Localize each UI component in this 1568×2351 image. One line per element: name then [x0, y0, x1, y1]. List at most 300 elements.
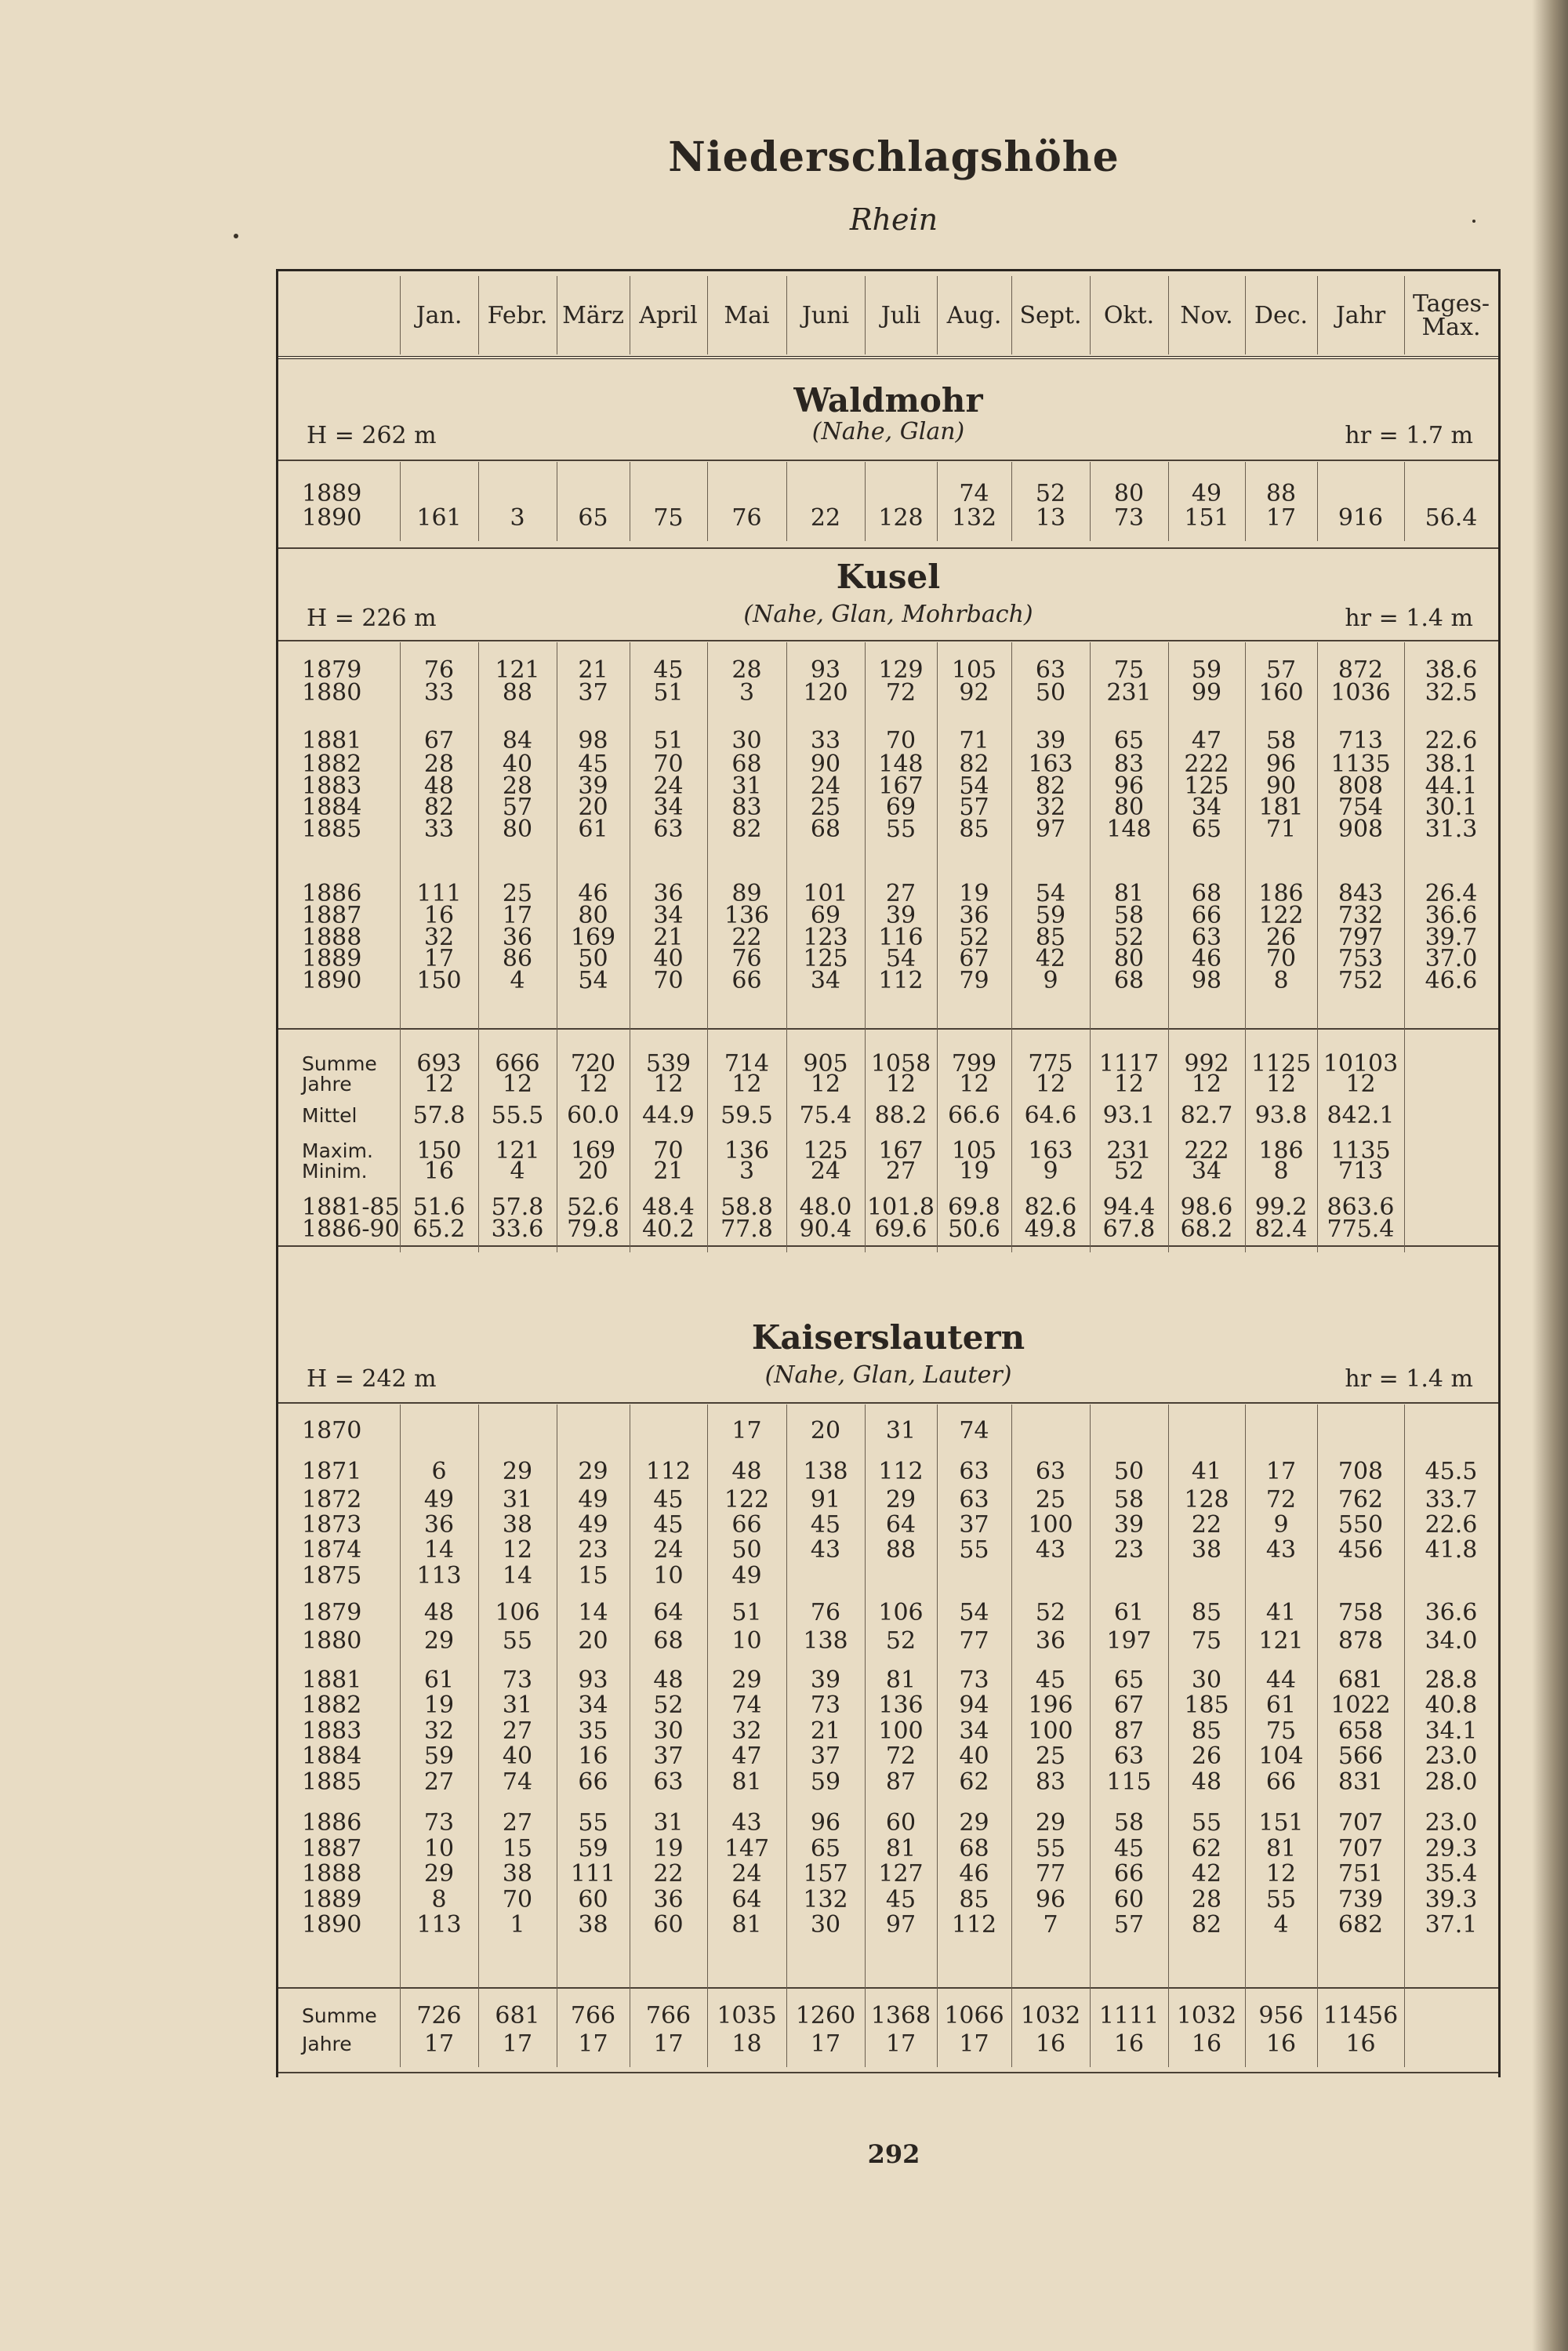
table-cell: 75 [1265, 1717, 1297, 1745]
table-cell: 29 [959, 1809, 989, 1837]
table-cell: 27 [502, 1809, 533, 1837]
table-cell: 122 [724, 1486, 770, 1513]
table-cell: 22 [810, 504, 841, 532]
table-cell: 43 [1035, 1536, 1066, 1564]
column-rule [1168, 1404, 1169, 1987]
table-cell: 66 [578, 1768, 608, 1796]
table-cell: 82.6 [1024, 1194, 1077, 1221]
table-cell: 3 [739, 1157, 755, 1185]
column-rule [1404, 462, 1405, 541]
table-cell: 82.4 [1254, 1215, 1308, 1243]
table-cell: 33 [810, 727, 841, 754]
table-cell: 64 [885, 1511, 916, 1539]
row-label: 1888 [302, 924, 362, 951]
table-cell: 17 [885, 2030, 916, 2058]
row-label: 1887 [302, 1835, 362, 1862]
table-cell: 94 [959, 1691, 989, 1719]
column-rule [1404, 642, 1405, 1028]
table-cell: 128 [1184, 1486, 1229, 1513]
row-label: Minim. [302, 1160, 368, 1183]
table-cell: 49 [731, 1562, 762, 1590]
table-cell: 83 [1113, 750, 1145, 778]
table-cell: 151 [1184, 504, 1229, 532]
table-cell: 151 [1258, 1809, 1304, 1837]
table-cell: 8 [1273, 967, 1289, 994]
table-cell: 65 [810, 1835, 841, 1862]
table-cell: 74 [959, 480, 989, 507]
table-cell: 714 [724, 1050, 770, 1077]
table-cell: 80 [578, 902, 608, 929]
table-cell: 93.8 [1254, 1102, 1308, 1129]
table-cell: 112 [878, 1458, 924, 1485]
table-cell: 36 [653, 880, 684, 907]
table-cell: 79 [959, 967, 989, 994]
table-cell: 72 [885, 1742, 916, 1770]
table-cell: 125 [803, 1137, 848, 1165]
table-cell: 101.8 [867, 1194, 935, 1221]
table-cell: 64.6 [1024, 1102, 1077, 1129]
column-rule [865, 1404, 866, 1987]
table-cell: 111 [570, 1860, 616, 1888]
row-label: 1870 [302, 1417, 362, 1444]
table-cell: 167 [878, 1137, 924, 1165]
table-cell: 36 [1035, 1627, 1066, 1655]
table-cell: 59 [578, 1835, 608, 1862]
table-cell: 181 [1258, 794, 1304, 821]
table-cell: 88 [502, 679, 533, 707]
table-cell: 49.8 [1024, 1215, 1077, 1243]
table-cell: 222 [1184, 1137, 1229, 1165]
table-cell: 38 [1191, 1536, 1222, 1564]
table-cell: 65 [1113, 727, 1145, 754]
table-cell: 30 [731, 727, 762, 754]
table-cell: 52 [1113, 1157, 1145, 1185]
table-cell: 31.3 [1425, 816, 1478, 843]
table-cell: 85 [1035, 924, 1066, 951]
table-cell: 12 [885, 1070, 916, 1098]
row-label: 1882 [302, 1691, 362, 1719]
column-rule [478, 1987, 479, 2067]
table-cell: 132 [951, 504, 997, 532]
table-cell: 112 [951, 1911, 997, 1939]
table-cell: 82 [1035, 772, 1066, 800]
column-rule [865, 276, 866, 354]
column-rule [1090, 1028, 1091, 1252]
table-cell: 658 [1338, 1717, 1384, 1745]
table-cell: 42 [1191, 1860, 1222, 1888]
table-cell: 55 [502, 1627, 533, 1655]
table-cell: 39 [810, 1666, 841, 1694]
table-cell: 73 [1113, 504, 1145, 532]
table-cell: 157 [803, 1860, 848, 1888]
table-cell: 30 [1191, 1666, 1222, 1694]
column-rule [400, 1404, 401, 1987]
table-cell: 34 [810, 967, 841, 994]
table-cell: 29 [885, 1486, 916, 1513]
table-cell: 112 [878, 967, 924, 994]
table-cell: 39 [885, 902, 916, 929]
table-cell: 231 [1106, 1137, 1152, 1165]
table-row [278, 815, 1498, 845]
table-cell: 88 [1265, 480, 1297, 507]
table-cell: 456 [1338, 1536, 1384, 1564]
table-row [278, 678, 1498, 708]
table-cell: 77.8 [720, 1215, 773, 1243]
table-cell: 44.9 [642, 1102, 695, 1129]
table-cell: 15 [502, 1835, 533, 1862]
table-cell: 12 [1265, 1860, 1297, 1888]
table-cell: 60 [578, 1886, 608, 1913]
table-cell: 72 [885, 679, 916, 707]
table-cell: 666 [495, 1050, 540, 1077]
table-cell: 66.6 [948, 1102, 1000, 1129]
table-cell: 101 [803, 880, 848, 907]
table-cell: 766 [570, 2002, 616, 2029]
station-gauge-height: hr = 1.7 m [1345, 422, 1473, 449]
table-cell: 20 [578, 794, 608, 821]
table-cell: 46 [578, 880, 608, 907]
table-cell: 68 [810, 816, 841, 843]
table-cell: 82 [423, 794, 455, 821]
table-cell: 29 [1035, 1809, 1066, 1837]
table-cell: 24 [653, 772, 684, 800]
table-cell: 100 [1028, 1511, 1073, 1539]
column-rule [1404, 276, 1405, 354]
table-cell: 34 [1191, 794, 1222, 821]
row-label: 1890 [302, 504, 362, 532]
table-cell: 61 [423, 1666, 455, 1694]
table-cell: 128 [878, 504, 924, 532]
table-cell: 93.1 [1102, 1102, 1156, 1129]
table-cell: 75 [1113, 656, 1145, 684]
table-cell: 80 [1113, 945, 1145, 972]
table-cell: 34 [653, 902, 684, 929]
table-cell: 52.6 [567, 1194, 619, 1221]
column-rule [1317, 462, 1318, 541]
column-header: Sept. [1019, 302, 1082, 329]
table-cell: 566 [1338, 1742, 1384, 1770]
column-rule [400, 276, 401, 354]
table-cell: 27 [885, 1157, 916, 1185]
table-cell: 28 [423, 750, 455, 778]
table-cell: 70 [885, 727, 916, 754]
table-cell: 31 [502, 1691, 533, 1719]
table-cell: 55 [1191, 1809, 1222, 1837]
table-cell: 22 [1191, 1511, 1222, 1539]
table-cell: 80 [502, 816, 533, 843]
table-cell: 80 [1113, 794, 1145, 821]
table-cell: 83 [731, 794, 762, 821]
table-cell: 24 [653, 1536, 684, 1564]
table-cell: 61 [578, 816, 608, 843]
table-cell: 19 [423, 1691, 455, 1719]
table-cell: 30.1 [1425, 794, 1478, 821]
column-rule [865, 1028, 866, 1252]
table-cell: 21 [653, 1157, 684, 1185]
table-cell: 27 [423, 1768, 455, 1796]
table-cell: 14 [502, 1562, 533, 1590]
table-cell: 76 [731, 504, 762, 532]
table-cell: 70 [653, 750, 684, 778]
table-cell: 1066 [944, 2002, 1004, 2029]
column-header: März [562, 302, 624, 329]
table-cell: 17 [423, 2030, 455, 2058]
table-cell: 35.4 [1425, 1860, 1478, 1888]
table-cell: 90 [810, 750, 841, 778]
table-cell: 59.5 [720, 1102, 773, 1129]
table-cell: 39 [578, 772, 608, 800]
column-header: Juli [880, 302, 921, 329]
table-cell: 64 [653, 1599, 684, 1626]
table-cell: 92 [959, 679, 989, 707]
table-cell: 81 [885, 1835, 916, 1862]
table-cell: 67.8 [1102, 1215, 1156, 1243]
table-cell: 88.2 [874, 1102, 927, 1129]
table-cell: 843 [1338, 880, 1384, 907]
table-cell: 27 [502, 1717, 533, 1745]
column-rule [1090, 642, 1091, 1028]
table-cell: 63 [959, 1486, 989, 1513]
table-cell: 9 [1043, 967, 1058, 994]
table-row [278, 1910, 1498, 1940]
column-rule [786, 642, 787, 1028]
table-cell: 77 [959, 1627, 989, 1655]
table-cell: 17 [1265, 504, 1297, 532]
station-elevation: H = 226 m [307, 605, 437, 632]
column-rule [937, 1987, 938, 2067]
station-rule [278, 640, 1498, 641]
column-rule [1245, 1028, 1246, 1252]
table-cell: 70 [653, 967, 684, 994]
table-row [278, 1416, 1498, 1446]
summary-row [278, 1215, 1498, 1245]
table-cell: 1035 [717, 2002, 777, 2029]
table-cell: 58 [1113, 1809, 1145, 1837]
table-cell: 36 [423, 1511, 455, 1539]
table-cell: 127 [878, 1860, 924, 1888]
row-label: 1875 [302, 1562, 362, 1590]
column-rule [1168, 276, 1169, 354]
table-cell: 106 [495, 1599, 540, 1626]
summary-row [278, 2029, 1498, 2059]
table-cell: 90 [1265, 772, 1297, 800]
table-cell: 60 [885, 1809, 916, 1837]
table-cell: 23 [1113, 1536, 1145, 1564]
table-cell: 775 [1028, 1050, 1073, 1077]
table-cell: 40 [653, 945, 684, 972]
table-cell: 19 [959, 880, 989, 907]
table-cell: 40 [502, 1742, 533, 1770]
table-cell: 125 [803, 945, 848, 972]
table-cell: 68 [1113, 967, 1145, 994]
table-cell: 148 [1106, 816, 1152, 843]
table-cell: 18 [731, 2030, 762, 2058]
table-cell: 15 [578, 1562, 608, 1590]
table-cell: 61 [1265, 1691, 1297, 1719]
table-cell: 905 [803, 1050, 848, 1077]
column-header: Nov. [1180, 302, 1233, 329]
table-cell: 70 [653, 1137, 684, 1165]
row-label: 1890 [302, 967, 362, 994]
table-cell: 31 [653, 1809, 684, 1837]
table-cell: 160 [1258, 679, 1304, 707]
table-cell: 55 [959, 1536, 989, 1564]
table-cell: 76 [731, 945, 762, 972]
table-cell: 123 [803, 924, 848, 951]
station-elevation: H = 262 m [307, 422, 437, 449]
table-cell: 85 [959, 1886, 989, 1913]
summary-row [278, 1070, 1498, 1099]
table-cell: 9 [1043, 1157, 1058, 1185]
table-cell: 55 [1035, 1835, 1066, 1862]
table-cell: 33 [423, 816, 455, 843]
table-cell: 196 [1028, 1691, 1073, 1719]
table-cell: 22 [731, 924, 762, 951]
table-cell: 73 [959, 1666, 989, 1694]
table-cell: 10 [653, 1562, 684, 1590]
table-cell: 99.2 [1254, 1194, 1308, 1221]
column-rule [1245, 276, 1246, 354]
row-label: 1885 [302, 1768, 362, 1796]
table-cell: 4 [1273, 1911, 1289, 1939]
summary-rule [278, 1028, 1498, 1030]
table-cell: 63 [959, 1458, 989, 1485]
table-row [278, 1768, 1498, 1797]
table-cell: 27 [885, 880, 916, 907]
table-cell: 54 [885, 945, 916, 972]
table-cell: 713 [1338, 1157, 1384, 1185]
table-cell: 707 [1338, 1835, 1384, 1862]
column-rule [400, 642, 401, 1028]
table-cell: 24 [731, 1860, 762, 1888]
table-cell: 37 [578, 679, 608, 707]
table-cell: 111 [416, 880, 462, 907]
table-cell: 45 [885, 1886, 916, 1913]
table-cell: 81 [731, 1768, 762, 1796]
table-cell: 34.1 [1425, 1717, 1478, 1745]
table-cell: 36 [502, 924, 533, 951]
table-cell: 30 [810, 1911, 841, 1939]
column-header: April [639, 302, 698, 329]
table-cell: 116 [878, 924, 924, 951]
table-cell: 68 [731, 750, 762, 778]
table-cell: 74 [731, 1691, 762, 1719]
row-label: 1883 [302, 772, 362, 800]
table-cell: 65.2 [412, 1215, 466, 1243]
table-cell: 69 [885, 794, 916, 821]
table-cell: 797 [1338, 924, 1384, 951]
region-subtitle: Rhein [849, 202, 938, 237]
column-rule [937, 1028, 938, 1252]
table-cell: 25 [810, 794, 841, 821]
table-cell: 87 [1113, 1717, 1145, 1745]
row-label: 1887 [302, 902, 362, 929]
row-label: 1882 [302, 750, 362, 778]
table-cell: 161 [416, 504, 462, 532]
table-cell: 17 [502, 2030, 533, 2058]
station-name: Waldmohr [793, 381, 983, 420]
column-rule [1011, 1028, 1012, 1252]
table-cell: 17 [502, 902, 533, 929]
table-cell: 40.2 [642, 1215, 695, 1243]
station-end-rule [278, 1245, 1498, 1247]
table-cell: 96 [1035, 1886, 1066, 1913]
table-cell: 43 [1265, 1536, 1297, 1564]
column-rule [1168, 462, 1169, 541]
table-cell: 34 [1191, 1157, 1222, 1185]
table-cell: 726 [416, 2002, 462, 2029]
table-cell: 150 [416, 967, 462, 994]
table-cell: 57 [1265, 656, 1297, 684]
table-cell: 59 [1035, 902, 1066, 929]
column-rule [478, 1028, 479, 1252]
table-cell: 1135 [1330, 750, 1391, 778]
table-cell: 66 [1113, 1860, 1145, 1888]
table-cell: 97 [885, 1911, 916, 1939]
column-rule [1404, 1028, 1405, 1252]
table-cell: 21 [578, 656, 608, 684]
table-row [278, 503, 1498, 533]
row-label: 1889 [302, 1886, 362, 1913]
table-cell: 100 [878, 1717, 924, 1745]
column-rule [1317, 1987, 1318, 2067]
table-cell: 125 [1184, 772, 1229, 800]
table-cell: 539 [645, 1050, 691, 1077]
station-rivers: (Nahe, Glan, Mohrbach) [743, 601, 1033, 628]
table-cell: 732 [1338, 902, 1384, 929]
table-cell: 68.2 [1180, 1215, 1233, 1243]
table-cell: 88 [885, 1536, 916, 1564]
table-cell: 956 [1258, 2002, 1304, 2029]
table-cell: 73 [810, 1691, 841, 1719]
column-rule [1168, 1028, 1169, 1252]
row-label: 1880 [302, 679, 362, 707]
table-row [278, 1626, 1498, 1656]
table-cell: 13 [1035, 504, 1066, 532]
table-cell: 1036 [1330, 679, 1391, 707]
table-cell: 45 [810, 1511, 841, 1539]
table-cell: 93 [810, 656, 841, 684]
table-cell: 75.4 [799, 1102, 852, 1129]
table-cell: 69 [810, 902, 841, 929]
table-cell: 67 [959, 945, 989, 972]
table-cell: 17 [810, 2030, 841, 2058]
table-cell: 52 [959, 924, 989, 951]
table-cell: 60.0 [567, 1102, 619, 1129]
table-cell: 17 [653, 2030, 684, 2058]
table-cell: 45 [653, 1486, 684, 1513]
table-cell: 54 [1035, 880, 1066, 907]
table-cell: 61 [1113, 1599, 1145, 1626]
column-rule [1317, 1404, 1318, 1987]
table-cell: 20 [578, 1627, 608, 1655]
table-cell: 62 [1191, 1835, 1222, 1862]
table-cell: 41.8 [1425, 1536, 1478, 1564]
column-rule [1317, 276, 1318, 354]
row-label: 1871 [302, 1458, 362, 1485]
table-cell: 113 [416, 1562, 462, 1590]
column-rule [400, 462, 401, 541]
table-cell: 12 [731, 1070, 762, 1098]
table-cell: 43 [810, 1536, 841, 1564]
table-cell: 916 [1338, 504, 1384, 532]
table-cell: 98.6 [1180, 1194, 1233, 1221]
column-rule [1317, 1028, 1318, 1252]
column-rule [478, 276, 479, 354]
table-cell: 68 [653, 1627, 684, 1655]
table-cell: 16 [1113, 2030, 1145, 2058]
column-rule [1245, 462, 1246, 541]
